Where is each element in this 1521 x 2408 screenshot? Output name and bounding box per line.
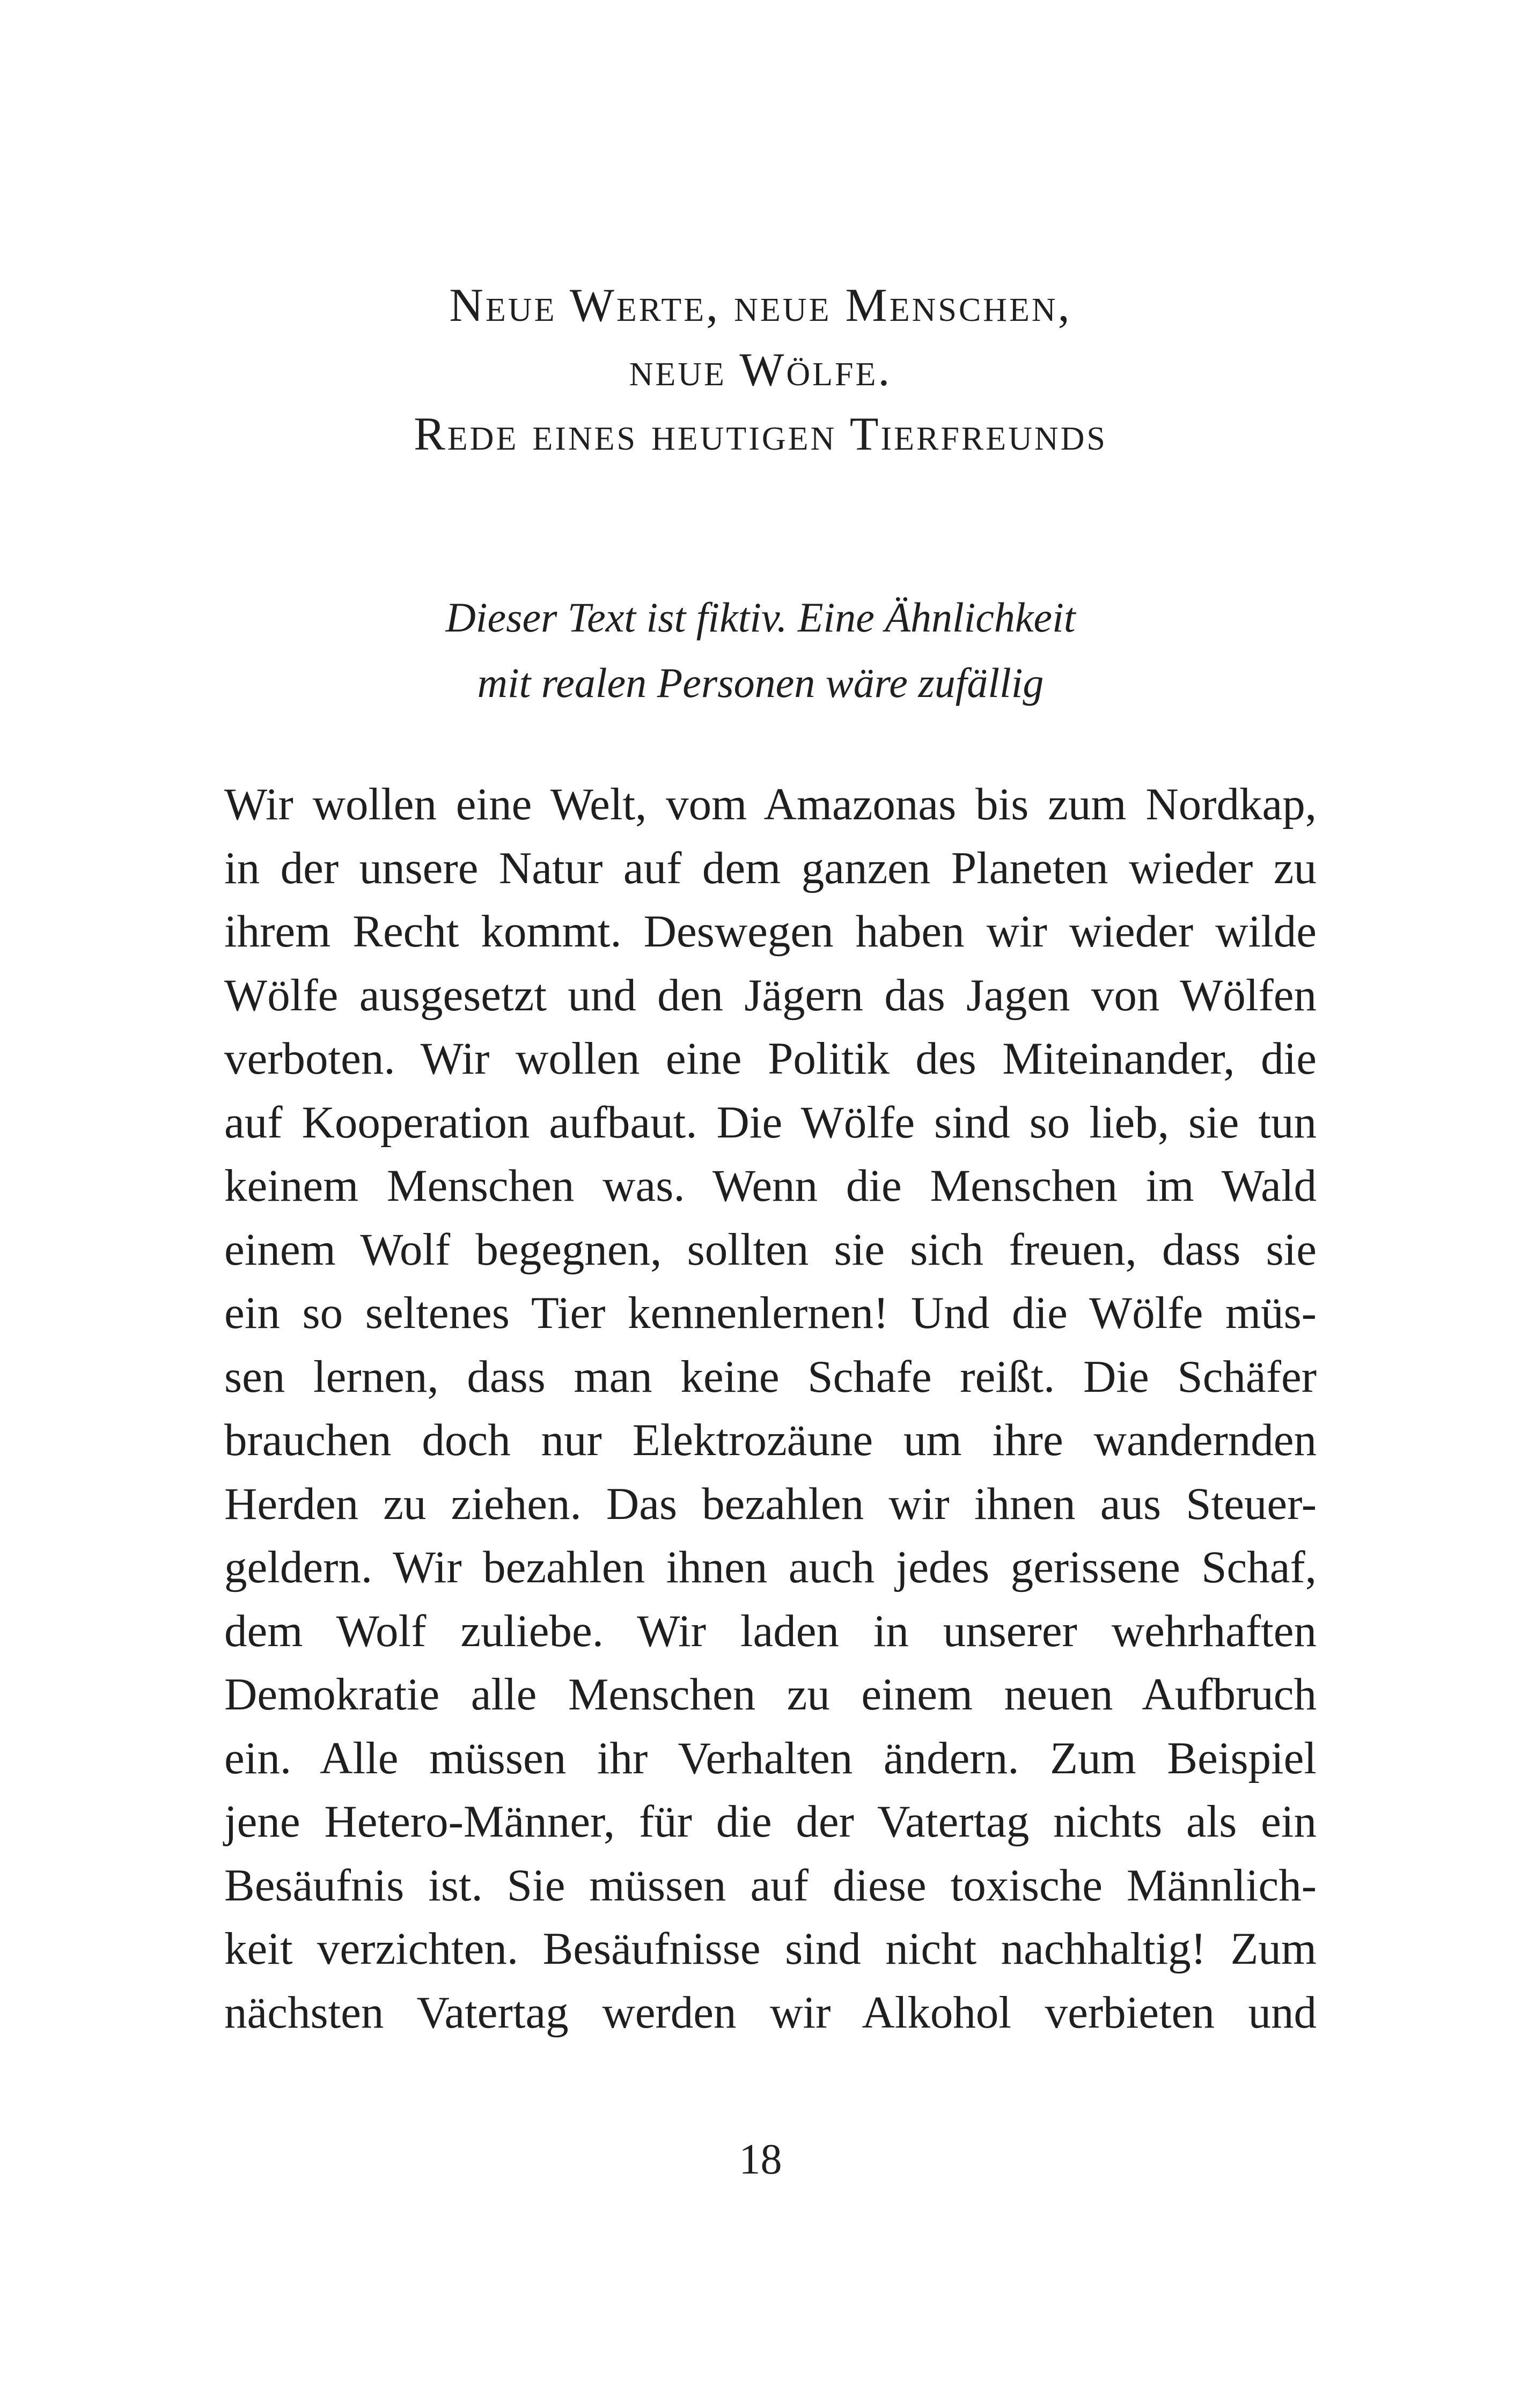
- chapter-title-line: Neue Werte, neue Menschen,: [449, 280, 1072, 332]
- body-line: einem Wolf begegnen, sollten sie sich freuen, dass sie: [224, 1224, 1317, 1275]
- body-line: ein so seltenes Tier kennenlernen! Und die Wölfe müs-: [224, 1288, 1317, 1338]
- body-line: keinem Menschen was. Wenn die Menschen im Wald: [224, 1161, 1317, 1211]
- body-line: Herden zu ziehen. Das bezahlen wir ihnen aus Steuer-: [224, 1478, 1317, 1529]
- body-line: brauchen doch nur Elektrozäune um ihre wandernden: [224, 1415, 1317, 1465]
- body-line: Wölfe ausgesetzt und den Jägern das Jagen von Wölfen: [224, 970, 1317, 1021]
- body-line: sen lernen, dass man keine Schafe reißt. Die Schäfer: [224, 1351, 1317, 1402]
- body-line: in der unsere Natur auf dem ganzen Planeten wieder zu: [224, 842, 1317, 893]
- body-paragraph: [224, 773, 1317, 2044]
- disclaimer-line: mit realen Personen wäre zufällig: [477, 659, 1044, 706]
- body-line: keit verzichten. Besäufnisse sind nicht nachhaltig! Zum: [224, 1924, 1317, 1974]
- body-line: ein. Alle müssen ihr Verhalten ändern. Zum Beispiel: [224, 1732, 1317, 1783]
- chapter-title: [0, 274, 1521, 467]
- chapter-title-line: Rede eines heutigen Tierfreunds: [414, 408, 1107, 460]
- page-number: 18: [739, 2136, 782, 2183]
- body-line: verboten. Wir wollen eine Politik des Miteinander, die: [224, 1033, 1317, 1084]
- chapter-title-line: neue Wölfe.: [629, 344, 892, 396]
- disclaimer-line: Dieser Text ist fiktiv. Eine Ähnlichkeit: [445, 594, 1076, 641]
- body-line: ihrem Recht kommt. Deswegen haben wir wieder wilde: [224, 906, 1317, 957]
- body-line: Wir wollen eine Welt, vom Amazonas bis zum Nordkap,: [224, 779, 1317, 829]
- body-line: nächsten Vatertag werden wir Alkohol verbieten und: [224, 1987, 1317, 2038]
- body-line: geldern. Wir bezahlen ihnen auch jedes gerissene Schaf,: [224, 1542, 1317, 1592]
- body-line: jene Hetero-Männer, für die der Vatertag nichts als ein: [224, 1796, 1317, 1847]
- chapter-disclaimer: [0, 585, 1521, 716]
- body-line: dem Wolf zuliebe. Wir laden in unserer wehrhaften: [224, 1605, 1317, 1656]
- body-line: Demokratie alle Menschen zu einem neuen Aufbruch: [224, 1669, 1317, 1720]
- body-line: auf Kooperation aufbaut. Die Wölfe sind so lieb, sie tun: [224, 1097, 1317, 1148]
- body-line: Besäufnis ist. Sie müssen auf diese toxische Männlich-: [224, 1860, 1317, 1911]
